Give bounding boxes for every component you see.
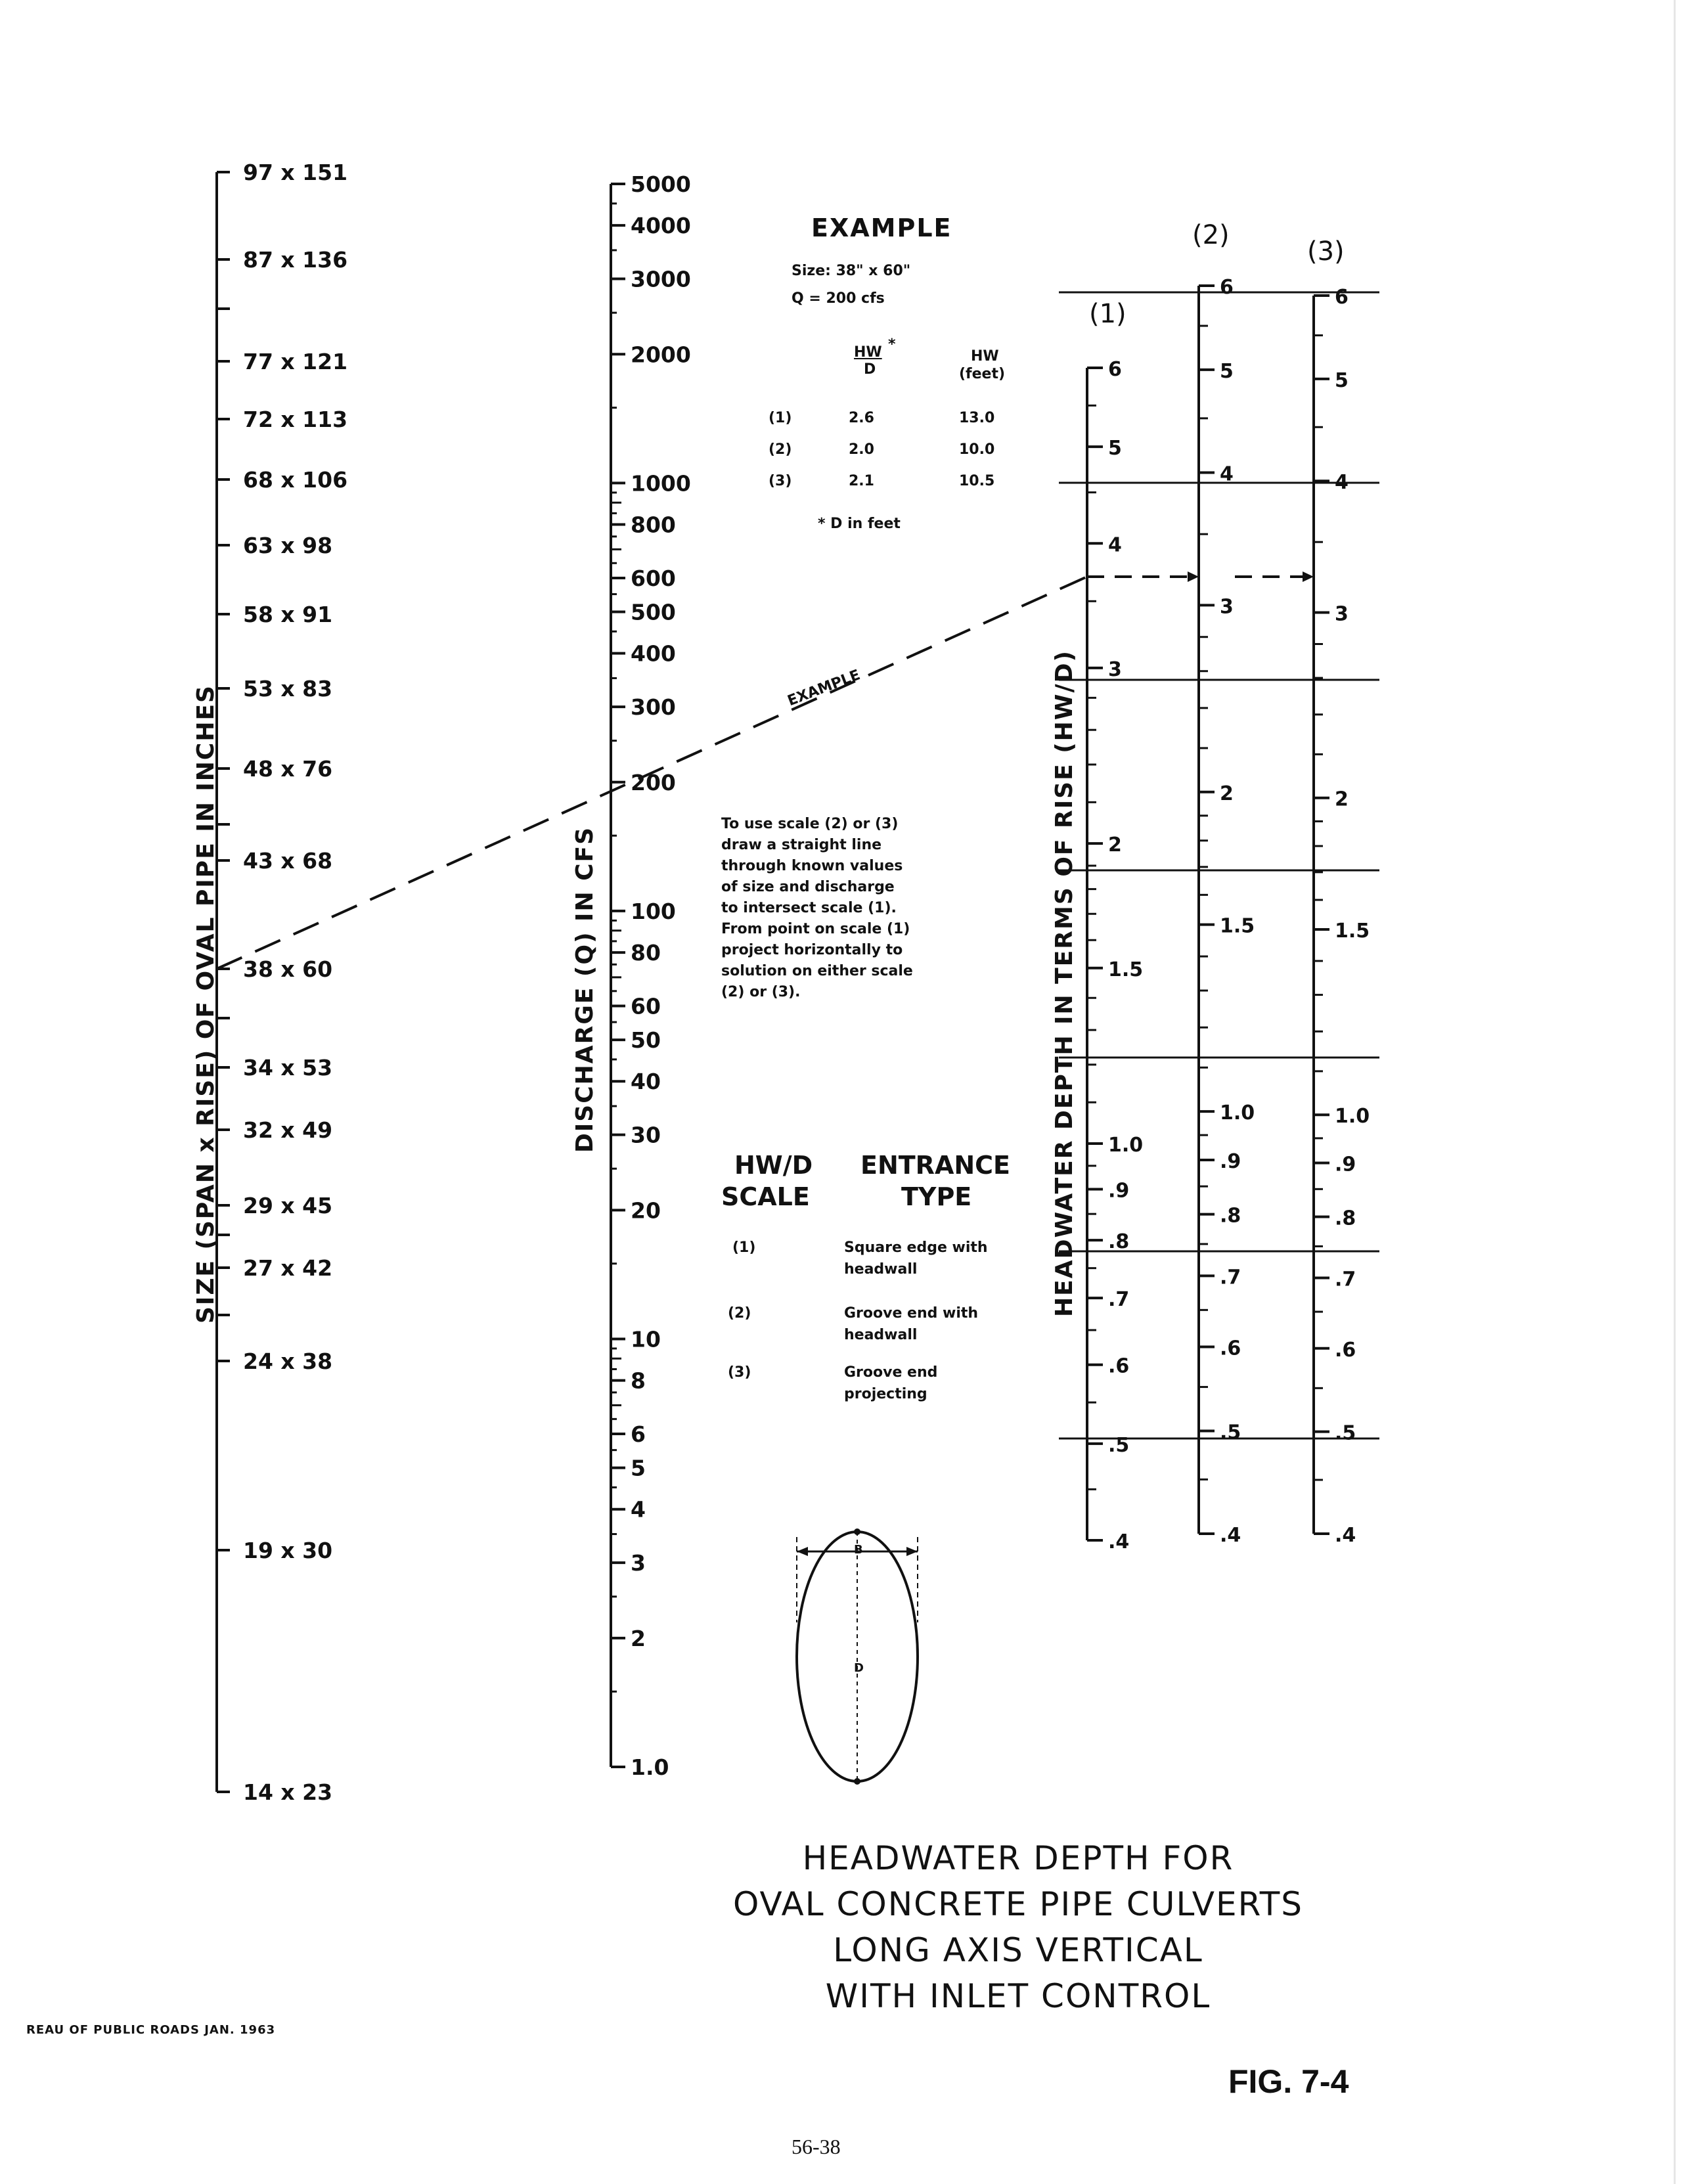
scale3-tick-label: .6 bbox=[1335, 1338, 1356, 1362]
title-line-1: HEADWATER DEPTH FOR bbox=[802, 1839, 1234, 1877]
discharge-tick-label: 1.0 bbox=[631, 1754, 669, 1780]
scale1-tick-label: 5 bbox=[1108, 437, 1122, 460]
entrance-row3-line1: Groove end bbox=[844, 1364, 938, 1381]
example-col-hwd-star: * bbox=[888, 336, 896, 353]
arrowhead bbox=[906, 1547, 918, 1556]
discharge-tick-label: 5 bbox=[631, 1455, 646, 1481]
scale3-tick-label: 5 bbox=[1335, 368, 1349, 392]
example-row2-scale: (2) bbox=[769, 441, 792, 458]
size-tick-label: 77 x 121 bbox=[243, 349, 348, 374]
size-tick-label: 97 x 151 bbox=[243, 160, 348, 185]
discharge-tick-label: 30 bbox=[631, 1122, 661, 1148]
discharge-tick-label: 5000 bbox=[631, 171, 691, 197]
scale1-tick-label: .6 bbox=[1108, 1354, 1130, 1378]
instruction-line-3: through known values bbox=[721, 858, 903, 874]
example-col-hw-sub: (feet) bbox=[959, 366, 1006, 382]
example-size: Size: 38" x 60" bbox=[792, 263, 911, 279]
entrance-col2-line2: TYPE bbox=[901, 1182, 972, 1211]
example-col-hwd-sub: D bbox=[864, 361, 876, 378]
pipe-outline bbox=[797, 1532, 918, 1781]
scale2-tick-label: .8 bbox=[1220, 1204, 1241, 1228]
size-tick-label: 58 x 91 bbox=[243, 602, 333, 627]
size-tick-label: 48 x 76 bbox=[243, 756, 333, 782]
instruction-line-6: From point on scale (1) bbox=[721, 921, 910, 937]
scale1-tick-label: 3 bbox=[1108, 657, 1122, 681]
scale2-tick-label: 2 bbox=[1220, 782, 1234, 805]
arrowhead bbox=[1188, 571, 1199, 582]
discharge-tick-label: 200 bbox=[631, 769, 676, 795]
scale3-tick-label: .8 bbox=[1335, 1207, 1356, 1230]
discharge-tick-label: 500 bbox=[631, 599, 676, 625]
title-line-3: LONG AXIS VERTICAL bbox=[833, 1931, 1203, 1969]
discharge-tick-label: 80 bbox=[631, 940, 661, 966]
entrance-row3-scale: (3) bbox=[728, 1364, 751, 1381]
discharge-tick-label: 3000 bbox=[631, 266, 691, 292]
title-line-2: OVAL CONCRETE PIPE CULVERTS bbox=[733, 1885, 1303, 1923]
scale3-tick-label: .7 bbox=[1335, 1268, 1356, 1291]
size-tick-label: 19 x 30 bbox=[243, 1538, 333, 1563]
scale3-tick-label: 3 bbox=[1335, 602, 1349, 626]
instruction-line-4: of size and discharge bbox=[721, 879, 895, 895]
entrance-col2-line1: ENTRANCE bbox=[860, 1151, 1010, 1180]
example-row1-hw: 13.0 bbox=[959, 410, 995, 426]
size-tick-label: 32 x 49 bbox=[243, 1117, 333, 1143]
discharge-tick-label: 3 bbox=[631, 1550, 646, 1576]
example-col-hw: HW bbox=[971, 348, 999, 365]
discharge-tick-label: 100 bbox=[631, 898, 676, 924]
scale3-tick-label: 1.5 bbox=[1335, 919, 1370, 943]
arrowhead bbox=[797, 1547, 808, 1556]
entrance-row2-line1: Groove end with bbox=[844, 1305, 979, 1322]
discharge-tick-label: 1000 bbox=[631, 470, 691, 497]
discharge-tick-label: 6 bbox=[631, 1421, 646, 1448]
scale2-tick-label: 5 bbox=[1220, 359, 1234, 383]
discharge-tick-label: 10 bbox=[631, 1326, 661, 1352]
discharge-tick-label: 8 bbox=[631, 1368, 646, 1394]
example-row2-hw: 10.0 bbox=[959, 441, 995, 458]
scale2-tick-label: 1.0 bbox=[1220, 1102, 1255, 1125]
size-tick-label: 27 x 42 bbox=[243, 1255, 333, 1281]
pipe-dot bbox=[854, 1778, 860, 1785]
discharge-tick-label: 4 bbox=[631, 1496, 646, 1523]
scale3-tick-label: 6 bbox=[1335, 286, 1349, 309]
entrance-row1-line2: headwall bbox=[844, 1261, 918, 1278]
discharge-tick-label: 60 bbox=[631, 993, 661, 1019]
pipe-rise-label: D bbox=[854, 1661, 864, 1675]
discharge-tick-label: 20 bbox=[631, 1197, 661, 1224]
discharge-tick-label: 2000 bbox=[631, 342, 691, 368]
scale3-header: (3) bbox=[1307, 236, 1345, 267]
example-col-hwd: HW bbox=[854, 344, 882, 361]
scale1-tick-label: 4 bbox=[1108, 533, 1122, 557]
entrance-row2-line2: headwall bbox=[844, 1327, 918, 1343]
scale1-header: (1) bbox=[1089, 299, 1127, 329]
headwater-scale-label: HEADWATER DEPTH IN TERMS OF RISE (HW/D) bbox=[1051, 650, 1078, 1317]
entrance-row1-scale: (1) bbox=[732, 1239, 756, 1256]
instruction-line-8: solution on either scale bbox=[721, 963, 913, 979]
example-row3-scale: (3) bbox=[769, 473, 792, 489]
size-tick-label: 87 x 136 bbox=[243, 247, 348, 273]
example-row3-hw: 10.5 bbox=[959, 473, 995, 489]
size-tick-label: 38 x 60 bbox=[243, 956, 333, 982]
scale1-tick-label: 1.5 bbox=[1108, 958, 1144, 981]
instruction-line-9: (2) or (3). bbox=[721, 984, 801, 1000]
entrance-col1-line2: SCALE bbox=[721, 1182, 810, 1211]
scale3-tick-label: .9 bbox=[1335, 1153, 1356, 1176]
instruction-line-1: To use scale (2) or (3) bbox=[721, 816, 899, 832]
example-row1-scale: (1) bbox=[769, 410, 792, 426]
pipe-span-label: B bbox=[854, 1543, 863, 1557]
scale2-tick-label: .4 bbox=[1220, 1524, 1241, 1547]
size-scale-label: SIZE (SPAN x RISE) OF OVAL PIPE IN INCHES bbox=[192, 684, 219, 1324]
title-line-4: WITH INLET CONTROL bbox=[825, 1977, 1211, 2015]
discharge-tick-label: 2 bbox=[631, 1625, 646, 1651]
size-tick-label: 43 x 68 bbox=[243, 848, 333, 874]
size-tick-label: 53 x 83 bbox=[243, 676, 333, 702]
scale2-tick-label: .5 bbox=[1220, 1421, 1241, 1444]
scale2-header: (2) bbox=[1192, 220, 1230, 250]
size-tick-label: 34 x 53 bbox=[243, 1055, 333, 1081]
scale2-tick-label: 1.5 bbox=[1220, 914, 1255, 938]
size-tick-label: 29 x 45 bbox=[243, 1193, 333, 1218]
scale2-tick-label: 6 bbox=[1220, 276, 1234, 299]
scale1-tick-label: .8 bbox=[1108, 1230, 1130, 1254]
scale1-tick-label: .5 bbox=[1108, 1433, 1130, 1457]
scale3-tick-label: 2 bbox=[1335, 788, 1349, 811]
pipe-dot bbox=[854, 1528, 860, 1535]
entrance-row3-line2: projecting bbox=[844, 1386, 927, 1402]
discharge-tick-label: 50 bbox=[631, 1027, 661, 1054]
scale2-tick-label: .7 bbox=[1220, 1266, 1241, 1289]
entrance-row1-line1: Square edge with bbox=[844, 1239, 988, 1256]
scale2-tick-label: 3 bbox=[1220, 595, 1234, 619]
size-tick-label: 72 x 113 bbox=[243, 407, 348, 432]
size-tick-label: 68 x 106 bbox=[243, 467, 348, 493]
arrowhead bbox=[1303, 571, 1314, 582]
scale3-tick-label: .4 bbox=[1335, 1524, 1356, 1547]
discharge-tick-label: 40 bbox=[631, 1069, 661, 1095]
figure-number: FIG. 7-4 bbox=[1228, 2063, 1349, 2100]
scale1-tick-label: 6 bbox=[1108, 358, 1122, 381]
discharge-tick-label: 300 bbox=[631, 694, 676, 721]
discharge-tick-label: 800 bbox=[631, 512, 676, 538]
scale1-tick-label: .9 bbox=[1108, 1179, 1130, 1203]
size-tick-label: 63 x 98 bbox=[243, 533, 333, 558]
instruction-line-2: draw a straight line bbox=[721, 837, 882, 853]
discharge-scale-label: DISCHARGE (Q) IN CFS bbox=[571, 826, 598, 1153]
scale1-tick-label: .4 bbox=[1108, 1530, 1130, 1553]
scale2-tick-label: 4 bbox=[1220, 462, 1234, 486]
entrance-row2-scale: (2) bbox=[728, 1305, 751, 1322]
size-tick-label: 24 x 38 bbox=[243, 1348, 333, 1374]
discharge-tick-label: 400 bbox=[631, 640, 676, 667]
example-footnote: * D in feet bbox=[818, 516, 901, 532]
example-row3-hwd: 2.1 bbox=[849, 473, 874, 489]
scale3-tick-label: .5 bbox=[1335, 1421, 1356, 1445]
scale1-tick-label: 2 bbox=[1108, 834, 1122, 857]
example-line-label: EXAMPLE bbox=[785, 667, 863, 710]
instruction-line-7: project horizontally to bbox=[721, 942, 903, 958]
size-tick-label: 14 x 23 bbox=[243, 1779, 333, 1805]
scale1-tick-label: 1.0 bbox=[1108, 1134, 1144, 1157]
discharge-tick-label: 600 bbox=[631, 565, 676, 591]
example-row1-hwd: 2.6 bbox=[849, 410, 874, 426]
example-heading: EXAMPLE bbox=[811, 213, 952, 242]
example-q: Q = 200 cfs bbox=[792, 290, 885, 307]
instruction-line-5: to intersect scale (1). bbox=[721, 900, 897, 916]
discharge-tick-label: 4000 bbox=[631, 213, 691, 239]
page-number: 56-38 bbox=[792, 2135, 841, 2158]
example-row2-hwd: 2.0 bbox=[849, 441, 874, 458]
scale2-tick-label: .6 bbox=[1220, 1337, 1241, 1360]
scale3-tick-label: 1.0 bbox=[1335, 1105, 1370, 1128]
scale2-tick-label: .9 bbox=[1220, 1150, 1241, 1174]
scale1-tick-label: .7 bbox=[1108, 1288, 1130, 1312]
source-credit: REAU OF PUBLIC ROADS JAN. 1963 bbox=[26, 2023, 276, 2037]
entrance-col1-line1: HW/D bbox=[734, 1151, 813, 1180]
scale3-tick-label: 4 bbox=[1335, 471, 1349, 495]
